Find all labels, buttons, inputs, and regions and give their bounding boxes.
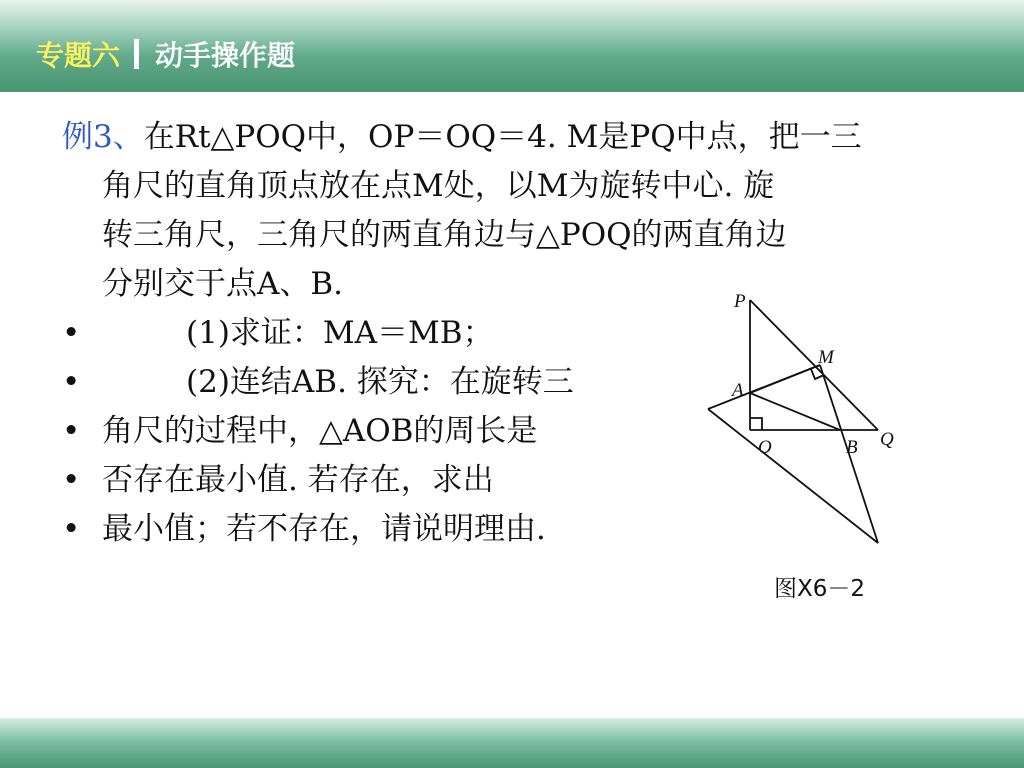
example-label: 例3、 [62, 119, 144, 155]
label-p: P [734, 291, 746, 312]
bullet-dot: • [62, 511, 81, 547]
triangle-ruler-edge-2 [708, 365, 820, 409]
geometry-figure [700, 285, 910, 560]
label-b: B [846, 437, 858, 458]
example-line-4: 分别交于点A、B. [102, 266, 344, 302]
bullet-dot: • [62, 462, 81, 498]
label-q: Q [880, 429, 894, 450]
question-2-cont: 否存在最小值. 若存在，求出 [102, 462, 494, 498]
label-o: O [758, 437, 772, 458]
example-line-3: 转三角尺，三角尺的两直角边与△POQ的两直角边 [102, 217, 787, 253]
slide-title: 动手操作题 [155, 39, 296, 72]
label-a: A [732, 380, 744, 401]
header-bar [36, 34, 295, 74]
bullet-dot: • [62, 413, 81, 449]
example-line-2: 角尺的直角顶点放在点M处，以M为旋转中心. 旋 [102, 168, 775, 204]
header-separator [134, 39, 139, 69]
right-angle-mark-o [750, 418, 762, 430]
label-m: M [818, 347, 834, 368]
slide-header [0, 0, 1024, 92]
bullet-dot: • [62, 364, 81, 400]
segment-ab [750, 393, 840, 430]
question-1: (1)求证：MA＝MB； [186, 315, 494, 351]
slide-footer [0, 718, 1024, 768]
topic-label: 专题六 [36, 39, 121, 72]
question-2-cont: 角尺的过程中，△AOB的周长是 [102, 413, 538, 449]
bullet-dot: • [62, 315, 81, 351]
question-2: (2)连结AB. 探究：在旋转三 [186, 364, 574, 400]
figure-caption: 图X6－2 [774, 576, 866, 602]
question-2-cont: 最小值；若不存在，请说明理由. [102, 511, 546, 547]
segment-pq [750, 300, 878, 430]
example-line-1: 例3、在Rt△POQ中，OP＝OQ＝4. M是PQ中点，把一三 [62, 119, 862, 155]
